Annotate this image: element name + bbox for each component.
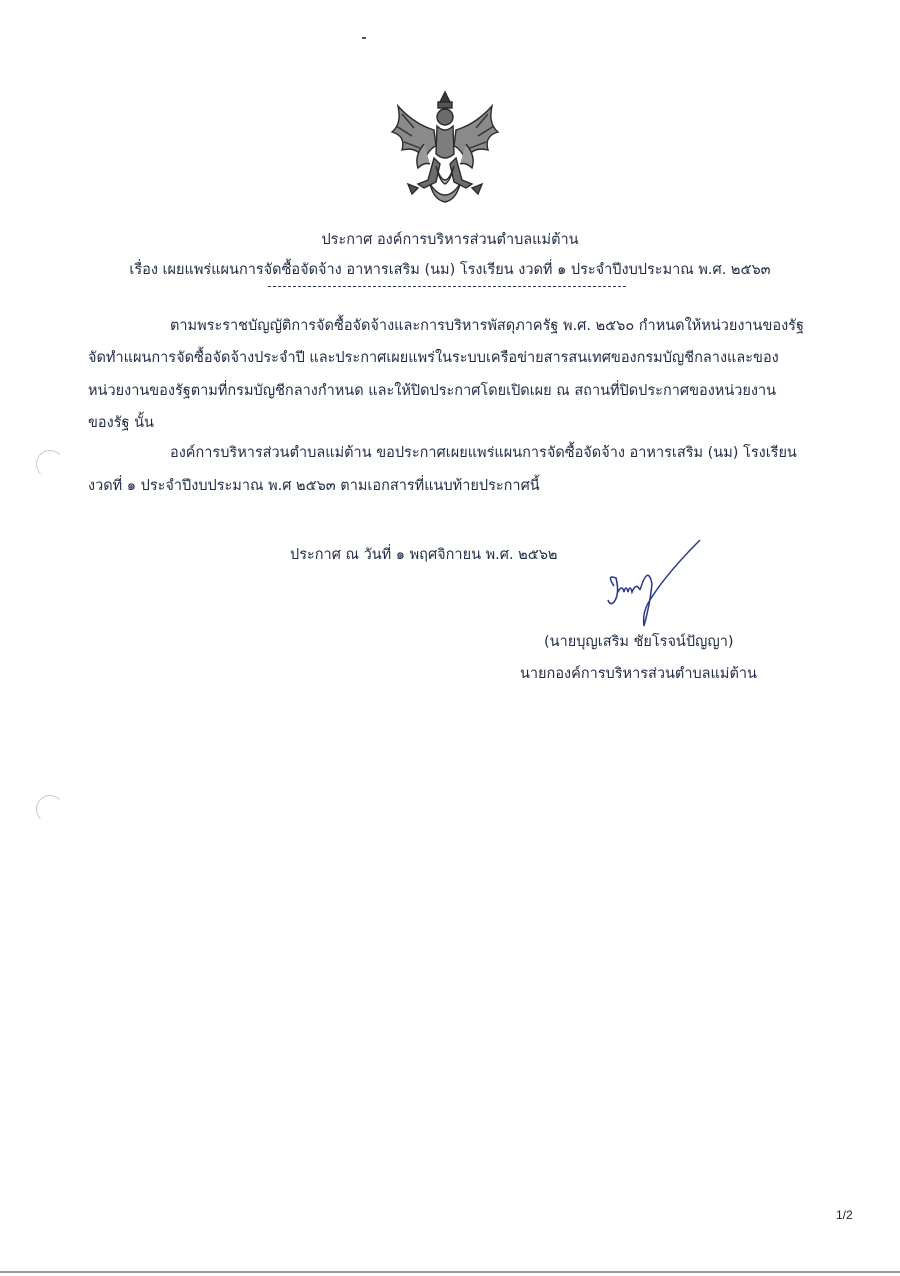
page-number: 1/2 xyxy=(836,1208,853,1222)
paragraph-1-line-4: ของรัฐ นั้น xyxy=(88,415,154,431)
paragraph-1-line-2: จัดทำแผนการจัดซื้อจัดจ้างประจำปี และประกาศเผยแพร่ในระบบเครือข่ายสารสนเทศของกรมบัญชีกลางและของ xyxy=(88,350,779,366)
punch-hole-mark xyxy=(36,450,64,478)
paragraph-1-line-3: หน่วยงานของรัฐตามที่กรมบัญชีกลางกำหนด และให้ปิดประกาศโดยเปิดเผย ณ สถานที่ปิดประกาศของหน่วยงาน xyxy=(88,383,777,399)
paragraph-1-line-1: ตามพระราชบัญญัติการจัดซื้อจัดจ้างและการบริหารพัสดุภาครัฐ พ.ศ. ๒๕๖๐ กำหนดให้หน่วยงานของรัฐ xyxy=(170,318,804,334)
punch-hole-mark xyxy=(36,795,64,823)
announcement-title: ประกาศ องค์การบริหารส่วนตำบลแม่ต้าน xyxy=(321,232,579,248)
garuda-emblem-icon xyxy=(384,84,506,208)
scan-speck xyxy=(362,37,366,39)
announcement-dateline: ประกาศ ณ วันที่ ๑ พฤศจิกายน พ.ศ. ๒๕๖๒ xyxy=(290,547,558,563)
scan-bottom-edge xyxy=(0,1271,900,1273)
signatory-name: (นายบุญเสริม ชัยโรจน์ปัญญา) xyxy=(544,634,734,650)
announcement-subject: เรื่อง เผยแพร่แผนการจัดซื้อจัดจ้าง อาหารเสริม (นม) โรงเรียน งวดที่ ๑ ประจำปีงบประมาณ พ.ศ. ๒๕๖๓ xyxy=(129,262,771,278)
handwritten-signature-icon xyxy=(596,534,712,634)
paragraph-2-line-1: องค์การบริหารส่วนตำบลแม่ต้าน ขอประกาศเผยแพร่แผนการจัดซื้อจัดจ้าง อาหารเสริม (นม) โรงเรียน xyxy=(170,445,797,461)
signatory-position: นายกองค์การบริหารส่วนตำบลแม่ต้าน xyxy=(520,666,757,682)
paragraph-2-line-2: งวดที่ ๑ ประจำปีงบประมาณ พ.ศ ๒๕๖๓ ตามเอกสารที่แนบท้ายประกาศนี้ xyxy=(88,478,540,494)
dashed-divider xyxy=(268,286,626,287)
